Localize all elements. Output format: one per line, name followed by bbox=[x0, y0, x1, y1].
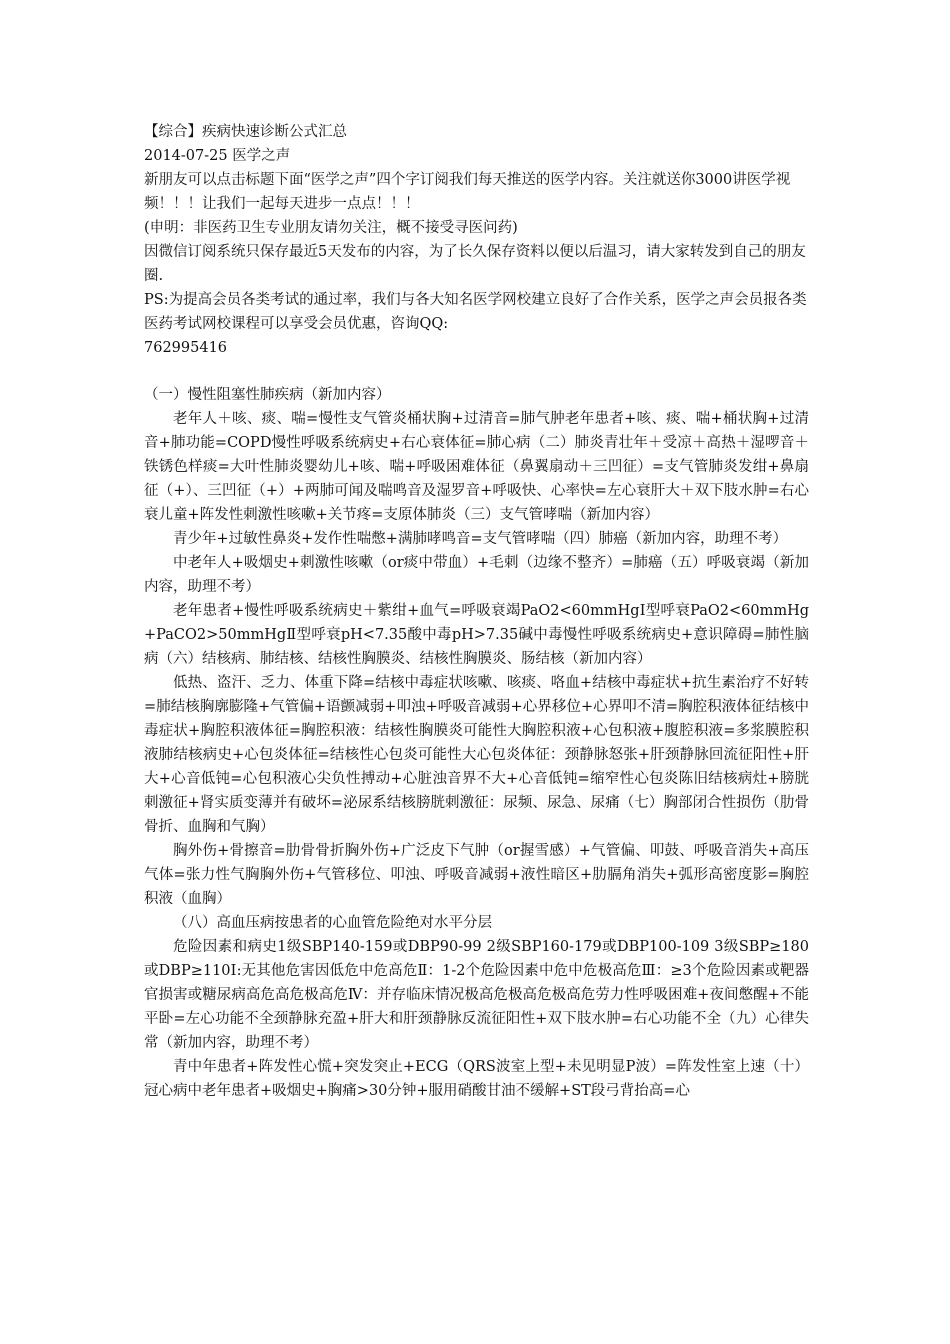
disclaimer-text: (申明：非医药卫生专业朋友请勿关注，概不接受寻医问药) bbox=[144, 220, 518, 236]
section-heading-copd: （一）慢性阻塞性肺疾病（新加内容） bbox=[144, 387, 391, 403]
paragraph-chest-injury: 胸外伤+骨擦音=肋骨骨折胸外伤+广泛皮下气肿（or握雪感）+气管偏、叩鼓、呼吸音消失+高压气体=张力性气胸胸外伤+气管移位、叩浊、呼吸音减弱+液性暗区+肋膈角消失+弧形高密度影=胸腔积液（血胸） bbox=[144, 843, 809, 907]
paragraph-tuberculosis: 低热、盗汗、乏力、体重下降=结核中毒症状咳嗽、咳痰、咯血+结核中毒症状+抗生素治疗不好转=肺结核胸廓膨隆+气管偏+语颤减弱+叩浊+呼吸音减弱+心界移位+心界叩不清=胸腔积液体征结核中毒症状+胸腔积液体征=胸腔积液：结核性胸膜炎可能性大胸腔积液+心包积液+腹腔积液=多浆膜腔积液肺结核病史+心包炎体征=结核性心包炎可能性大心包炎体征：颈静脉怒张+肝颈静脉回流征阳性+肝大+心音低钝=心包积液心尖负性搏动+心脏浊音界不大+心音低钝=缩窄性心包炎陈旧结核病灶+膀胱刺激征+肾实质变薄并有破坏=泌尿系结核膀胱刺激征：尿频、尿急、尿痛（七）胸部闭合性损伤（肋骨骨折、血胸和气胸） bbox=[144, 675, 809, 835]
paragraph-respiratory-failure: 老年患者+慢性呼吸系统病史＋紫绀+血气=呼吸衰竭PaO2<60mmHgⅠ型呼衰PaO2<60mmHg+PaCO2>50mmHgⅡ型呼衰pH<7.35酸中毒pH>7.35碱中毒慢性呼吸系统病史+意识障碍=肺性脑病（六）结核病、肺结核、结核性胸膜炎、结核性胸膜炎、肠结核（新加内容） bbox=[144, 603, 809, 667]
paragraph-copd-pneumonia: 老年人＋咳、痰、喘=慢性支气管炎桶状胸+过清音=肺气肿老年患者+咳、痰、喘+桶状胸+过清音+肺功能=COPD慢性呼吸系统病史+右心衰体征=肺心病（二）肺炎青壮年＋受凉＋高热＋湿啰音＋铁锈色样痰=大叶性肺炎婴幼儿+咳、喘+呼吸困难体征（鼻翼扇动＋三凹征）=支气管肺炎发绀+鼻扇征（+）、三凹征（+）+两肺可闻及喘鸣音及湿罗音+呼吸快、心率快=左心衰肝大＋双下肢水肿=右心衰儿童+阵发性刺激性咳嗽+关节疼=支原体肺炎（三）支气管哮喘（新加内容） bbox=[144, 411, 809, 523]
paragraph-asthma: 青少年+过敏性鼻炎+发作性喘憋+满肺哮鸣音=支气管哮喘（四）肺癌（新加内容，助理不考） bbox=[173, 531, 788, 547]
paragraph-hypertension-heading: （八）高血压病按患者的心血管危险绝对水平分层 bbox=[173, 915, 492, 931]
spacer bbox=[144, 360, 809, 383]
paragraph-lung-cancer: 中老年人+吸烟史+刺激性咳嗽（or痰中带血）+毛刺（边缘不整齐）=肺癌（五）呼吸衰竭（新加内容，助理不考） bbox=[144, 555, 809, 595]
ps-text: PS:为提高会员各类考试的通过率，我们与各大知名医学网校建立良好了合作关系，医学之声会员报各类医药考试网校课程可以享受会员优惠，咨询QQ: bbox=[144, 292, 807, 332]
intro-subscribe-text: 新朋友可以点击标题下面“医学之声”四个字订阅我们每天推送的医学内容。关注就送你3000讲医学视频！！！让我们一起每天进步一点点！！！ bbox=[144, 172, 791, 212]
paragraph-hypertension-risk: 危险因素和病史1级SBP140-159或DBP90-99 2级SBP160-179或DBP100-109 3级SBP≥180或DBP≥110Ⅰ:无其他危害因低危中危高危Ⅱ：1-2个危险因素中危中危极高危Ⅲ：≥3个危险因素或靶器官损害或糖尿病高危高危极高危Ⅳ：并存临床情况极高危极高危极高危劳力性呼吸困难+夜间憋醒+不能平卧=左心功能不全颈静脉充盈+肝大和肝颈静脉反流征阳性+双下肢水肿=右心功能不全（九）心律失常（新加内容，助理不考） bbox=[144, 939, 809, 1051]
save-note-text: 因微信订阅系统只保存最近5天发布的内容，为了长久保存资料以便以后温习，请大家转发到自己的朋友圈. bbox=[144, 244, 806, 284]
document-page bbox=[144, 120, 809, 1103]
date-source: 2014-07-25 医学之声 bbox=[144, 148, 291, 164]
qq-number: 762995416 bbox=[144, 340, 228, 356]
document-title: 【综合】疾病快速诊断公式汇总 bbox=[144, 124, 347, 140]
paragraph-arrhythmia: 青中年患者+阵发性心慌+突发突止+ECG（QRS波室上型+未见明显P波）=阵发性室上速（十）冠心病中老年患者+吸烟史+胸痛>30分钟+服用硝酸甘油不缓解+ST段弓背抬高=心 bbox=[144, 1059, 809, 1099]
